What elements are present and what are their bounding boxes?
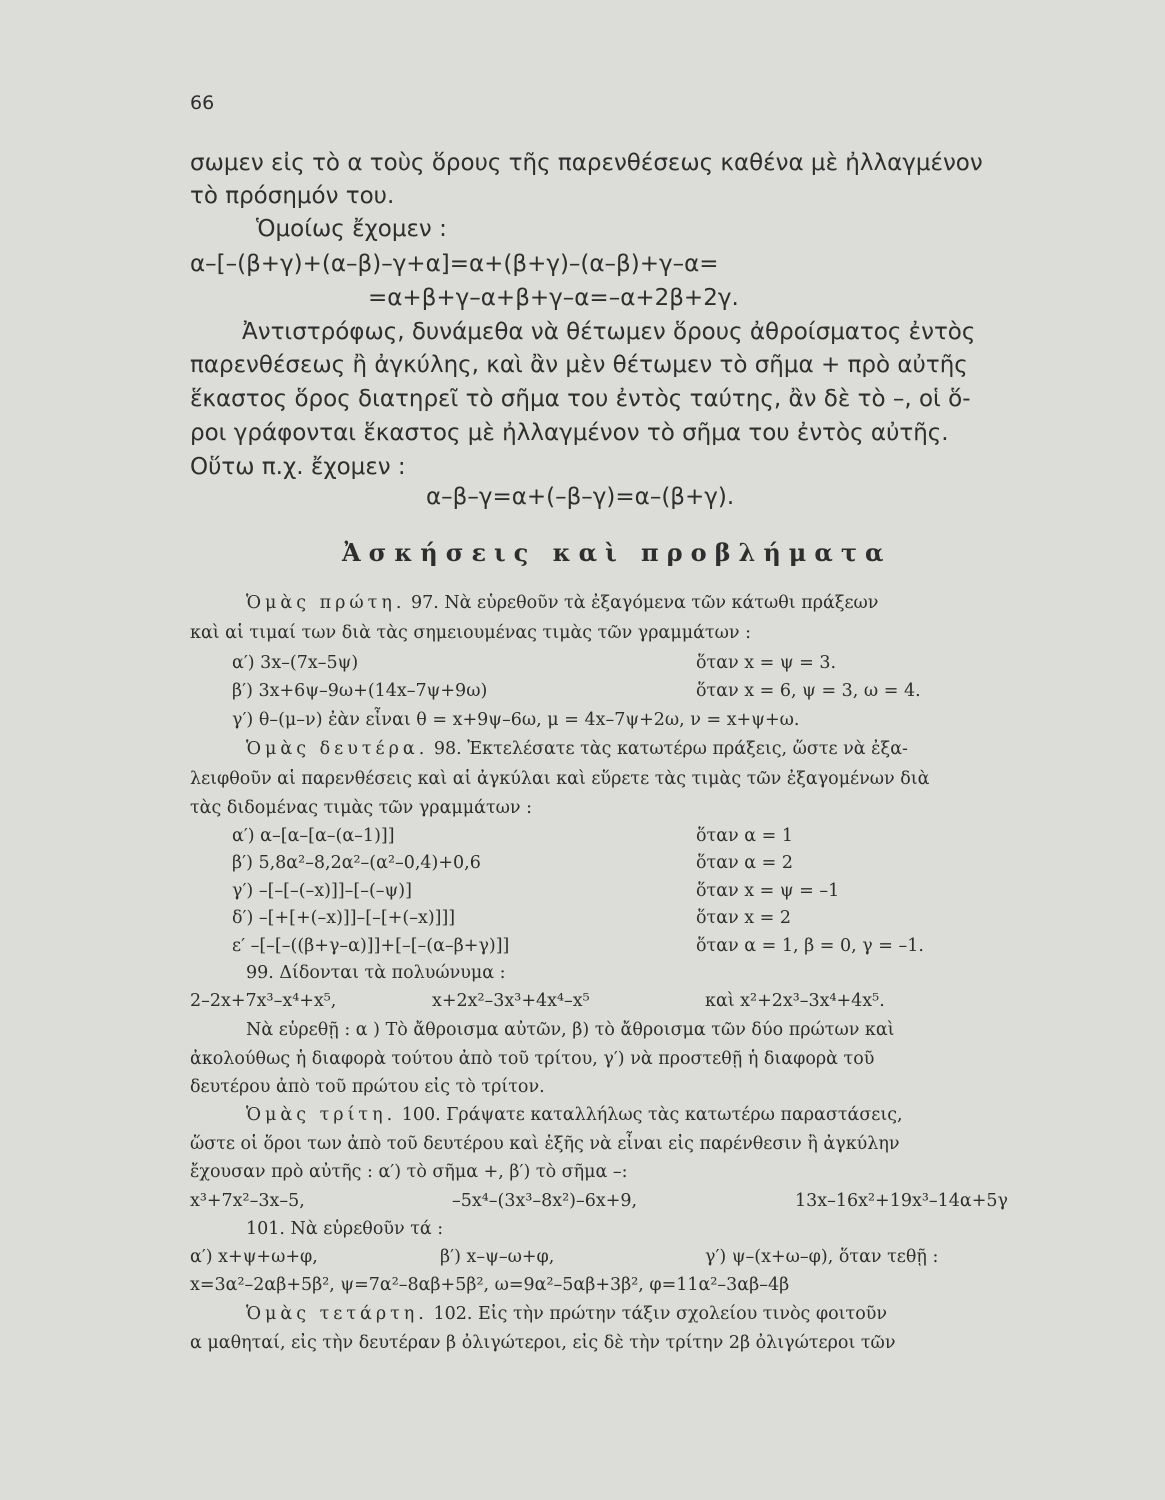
polynomial-1: 2–2x+7x³–x⁴+x⁵, [190,991,337,1011]
group2-item-delta-cond: ὅταν x = 2 [696,908,792,928]
expression-2: –5x⁴–(3x³–8x²)–6x+9, [452,1191,638,1211]
polynomial-3: καὶ x²+2x³–3x⁴+4x⁵. [705,991,885,1011]
paragraph-line-1: Ἀντιστρόφως, δυνάμεθα νὰ θέτωμεν ὅρους ἀθροίσματος ἐντὸς [242,319,976,345]
group2-intro-line-3: τὰς διδομένας τιμὰς τῶν γραμμάτων : [190,798,533,818]
group2-item-epsilon-cond: ὅταν α = 1, β = 0, γ = –1. [696,936,924,956]
group2-label: Ὁμὰς δευτέρα. [246,739,429,759]
part-beta: β′) x–ψ–ω+φ, [440,1247,555,1267]
group2-intro-line-1 [246,739,908,759]
group3-problem-100: 100. Γράψατε καταλλήλως τὰς κατωτέρω παραστάσεις, [401,1105,903,1125]
intro-line-3: Ὁμοίως ἔχομεν : [256,216,447,242]
group4-label: Ὁμὰς τετάρτη. [246,1304,428,1324]
group1-intro-line-1 [246,593,878,613]
page-number: 66 [190,92,215,114]
equation-3: α–β–γ=α+(–β–γ)=α–(β+γ). [426,484,735,510]
group2-item-gamma-cond: ὅταν x = ψ = –1 [696,881,840,901]
group1-item-gamma: γ′) θ–(μ–ν) ἐὰν εἶναι θ = x+9ψ–6ω, μ = 4x–7ψ+2ω, ν = x+ψ+ω. [232,710,800,730]
group3-intro-line-1 [246,1105,903,1125]
expression-1: x³+7x²–3x–5, [190,1191,305,1211]
equation-1: α–[–(β+γ)+(α–β)–γ+α]=α+(β+γ)–(α–β)+γ–α= [190,251,719,277]
group2-item-delta-expr: δ′) –[+[+(–x)]]–[–[+(–x)]]] [232,908,456,928]
group1-problem-97: 97. Νὰ εὑρεθοῦν τὰ ἐξαγόμενα τῶν κάτωθι πράξεων [410,593,879,613]
problem-99-line: 99. Δίδονται τὰ πολυώνυμα : [246,963,506,983]
paragraph-line-2: παρενθέσεως ἢ ἀγκύλης, καὶ ἂν μὲν θέτωμεν τὸ σῆμα + πρὸ αὐτῆς [190,352,968,378]
group4-problem-102: 102. Εἰς τὴν πρώτην τάξιν σχολείου τινὸς φοιτοῦν [433,1304,888,1324]
group1-label: Ὁμὰς πρώτη. [246,593,406,613]
find-line-1: Νὰ εὑρεθῇ : α ) Τὸ ἄθροισμα αὐτῶν, β) τὸ ἄθροισμα τῶν δύο πρώτων καὶ [246,1020,895,1040]
paragraph-line-5: Οὕτω π.χ. ἔχομεν : [190,454,406,480]
section-heading: Ἀσκήσεις καὶ προβλήματα [342,538,892,567]
find-line-3: δευτέρου ἀπὸ τοῦ πρώτου εἰς τὸ τρίτον. [190,1077,545,1097]
paragraph-line-4: ροι γράφονται ἕκαστος μὲ ἠλλαγμένον τὸ σῆμα του ἐντὸς αὐτῆς. [190,420,949,446]
problem-101-line: 101. Νὰ εὑρεθοῦν τά : [246,1219,444,1239]
group2-item-gamma-expr: γ′) –[–[–(–x)]]–[–(–ψ)] [232,881,412,901]
group2-item-alpha-cond: ὅταν α = 1 [696,826,793,846]
polynomial-2: x+2x²–3x³+4x⁴–x⁵ [432,991,590,1011]
part-alpha: α′) x+ψ+ω+φ, [190,1247,318,1267]
find-line-2: ἀκολούθως ἡ διαφορὰ τούτου ἀπὸ τοῦ τρίτου, γ′) νὰ προστεθῇ ἡ διαφορὰ τοῦ [190,1049,875,1069]
group3-intro-line-2: ὥστε οἱ ὅροι των ἀπὸ τοῦ δευτέρου καὶ ἑξῆς νὰ εἶναι εἰς παρένθεσιν ἢ ἀγκύλην [190,1134,900,1154]
group2-item-beta-cond: ὅταν α = 2 [696,853,793,873]
group2-item-epsilon-expr: ε′ –[–[–((β+γ–α)]]+[–[–(α–β+γ)]] [232,936,510,956]
intro-line-1: σωμεν εἰς τὸ α τοὺς ὅρους τῆς παρενθέσεως καθένα μὲ ἠλλαγμένον [190,150,983,176]
group4-intro-line-1 [246,1304,887,1324]
values-line: x=3α²–2αβ+5β², ψ=7α²–8αβ+5β², ω=9α²–5αβ+3β², φ=11α²–3αβ–4β [190,1275,790,1295]
group3-label: Ὁμὰς τρίτη. [246,1105,397,1125]
group1-item-alpha-expr: α′) 3x–(7x–5ψ) [232,653,359,673]
equation-2: =α+β+γ–α+β+γ–α=–α+2β+2γ. [368,285,739,311]
group2-problem-98: 98. Ἐκτελέσατε τὰς κατωτέρω πράξεις, ὥστε νὰ ἐξα- [433,739,908,759]
intro-line-2: τὸ πρόσημόν του. [190,183,395,209]
group4-intro-line-2: α μαθηταί, εἰς τὴν δευτέραν β ὀλιγώτεροι, εἰς δὲ τὴν τρίτην 2β ὀλιγώτεροι τῶν [190,1333,896,1353]
group1-item-beta-cond: ὅταν x = 6, ψ = 3, ω = 4. [696,681,921,701]
group2-item-alpha-expr: α′) α–[α–[α–(α–1)]] [232,826,395,846]
group3-intro-line-3: ἔχουσαν πρὸ αὐτῆς : α′) τὸ σῆμα +, β′) τὸ σῆμα –: [190,1162,628,1182]
expression-3: 13x–16x²+19x³–14α+5γ [795,1191,1008,1211]
group2-item-beta-expr: β′) 5,8α²–8,2α²–(α²–0,4)+0,6 [232,853,481,873]
group1-item-alpha-cond: ὅταν x = ψ = 3. [696,653,837,673]
group1-intro-line-2: καὶ αἱ τιμαί των διὰ τὰς σημειουμένας τιμὰς τῶν γραμμάτων : [190,623,751,643]
group2-intro-line-2: λειφθοῦν αἱ παρενθέσεις καὶ αἱ ἀγκύλαι καὶ εὕρετε τὰς τιμὰς τῶν ἐξαγομένων διὰ [190,769,930,789]
part-gamma: γ′) ψ–(x+ω–φ), ὅταν τεθῇ : [705,1247,939,1267]
paragraph-line-3: ἕκαστος ὅρος διατηρεῖ τὸ σῆμα του ἐντὸς ταύτης, ἂν δὲ τὸ –, οἱ ὅ- [190,386,971,412]
group1-item-beta-expr: β′) 3x+6ψ–9ω+(14x–7ψ+9ω) [232,681,488,701]
